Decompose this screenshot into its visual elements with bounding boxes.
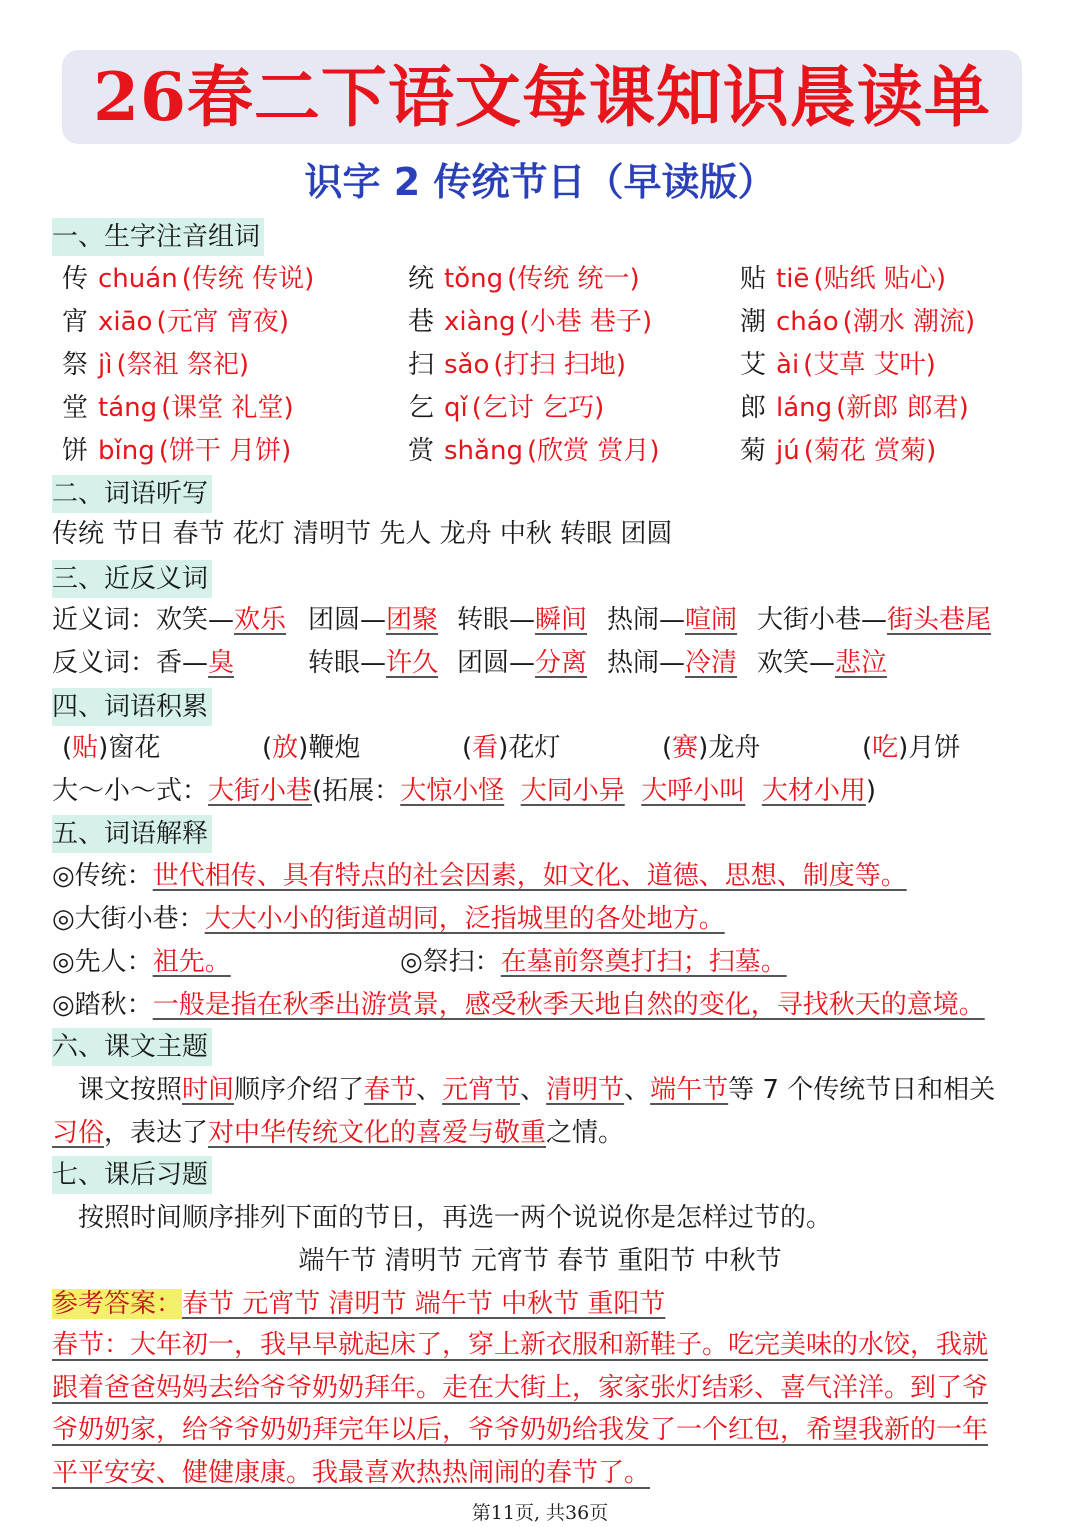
pattern-main: 大街小巷	[208, 776, 313, 806]
pattern-ext: 大惊小怪	[400, 776, 505, 806]
theme-text: ，表达了	[104, 1118, 209, 1148]
synonyms-label: 近义词：	[52, 605, 157, 635]
definition-text: 大大小小的街道胡同，泛指城里的各处地方。	[204, 904, 725, 934]
pinyin: shǎng	[444, 436, 523, 466]
example-words: (传统 统一)	[507, 264, 640, 294]
definition-term: ◎传统：	[52, 861, 153, 891]
theme-line-2	[52, 1115, 624, 1151]
collocation-verb: 赛	[672, 733, 699, 763]
syn-a: 欢笑—	[156, 605, 235, 635]
character-entry	[408, 304, 652, 340]
pinyin: jú	[776, 436, 800, 466]
pinyin: ài	[776, 350, 800, 380]
collocation: (赛)龙舟	[662, 733, 761, 763]
theme-key: 清明节	[546, 1075, 625, 1105]
example-words: (欣赏 赏月)	[526, 436, 660, 466]
antonym-pair	[607, 645, 737, 681]
section-heading-synonyms: 三、近反义词	[52, 560, 212, 598]
pinyin: sǎo	[444, 350, 490, 380]
pinyin: cháo	[776, 307, 839, 337]
definition-text: 祖先。	[152, 947, 231, 977]
theme-text: 课文按照	[78, 1075, 183, 1105]
character: 乞	[408, 393, 435, 423]
character: 潮	[740, 307, 767, 337]
character: 巷	[408, 307, 435, 337]
ant-a: 欢笑—	[757, 648, 836, 678]
section-heading-definitions: 五、词语解释	[52, 815, 212, 853]
example-words: (饼干 月饼)	[158, 436, 292, 466]
pinyin: xiāo	[98, 307, 153, 337]
theme-text: 、	[520, 1075, 547, 1105]
essay-line: 爷奶奶家，给爷爷奶奶拜完年以后，爷爷奶奶给我发了一个红包，希望我新的一年	[52, 1415, 989, 1445]
theme-key: 对中华传统文化的喜爱与敬重	[208, 1118, 547, 1148]
example-words: (贴纸 贴心)	[813, 264, 946, 294]
ant-b: 许久	[386, 648, 439, 678]
syn-b: 瞬间	[535, 605, 588, 635]
collocation-verb: 吃	[872, 733, 899, 763]
antonyms-row	[52, 645, 234, 681]
definition-term: ◎先人：	[52, 947, 153, 977]
collocation-noun: 窗花	[108, 733, 161, 763]
character: 扫	[408, 350, 435, 380]
character: 赏	[408, 436, 435, 466]
pinyin: tǒng	[444, 264, 504, 294]
example-words: (打扫 扫地)	[493, 350, 626, 380]
collocation-verb: 贴	[72, 733, 99, 763]
syn-a: 转眼—	[457, 605, 536, 635]
collocation-noun: 花灯	[508, 733, 561, 763]
ant-a: 香—	[156, 648, 209, 678]
collocation: (放)鞭炮	[262, 733, 361, 763]
definition-row	[52, 987, 985, 1023]
pinyin: xiàng	[444, 307, 516, 337]
synonym-pair	[308, 602, 438, 638]
antonym-pair	[757, 645, 887, 681]
definition-text: 世代相传、具有特点的社会因素，如文化、道德、思想、制度等。	[152, 861, 907, 891]
pattern-ext-label: (拓展：	[312, 776, 401, 806]
character-entry	[408, 433, 660, 469]
page-number: 第11页, 共36页	[471, 1502, 609, 1524]
character: 祭	[62, 350, 89, 380]
definition-row	[52, 944, 231, 980]
section-heading-dictation: 二、词语听写	[52, 475, 212, 513]
syn-a: 团圆—	[308, 605, 387, 635]
character-entry	[740, 304, 975, 340]
character-entry	[62, 433, 291, 469]
essay-line: 跟着爸爸妈妈去给爷爷奶奶拜年。走在大街上，家家张灯结彩、喜气洋洋。到了爷	[52, 1372, 989, 1403]
syn-b: 喧闹	[685, 605, 738, 635]
ant-b: 悲泣	[835, 648, 888, 678]
character-entry	[62, 304, 289, 340]
definition-row	[52, 901, 725, 937]
theme-text: 等 7 个传统节日和相关	[728, 1075, 996, 1105]
exercise-question: 按照时间顺序排列下面的节日，再选一两个说说你是怎样过节的。	[78, 1203, 833, 1233]
example-words: (课堂 礼堂)	[161, 393, 294, 423]
ant-b: 分离	[535, 648, 588, 678]
ant-a: 团圆—	[457, 648, 536, 678]
theme-key: 时间	[182, 1075, 235, 1105]
theme-key: 习俗	[52, 1118, 105, 1148]
theme-text: 顺序介绍了	[234, 1075, 365, 1105]
character: 菊	[740, 436, 767, 466]
definition-term: ◎大街小巷：	[52, 904, 205, 934]
pattern-row	[52, 773, 876, 809]
example-words: (菊花 赏菊)	[803, 436, 937, 466]
lesson-subtitle: 识字 2 传统节日（早读版）	[304, 160, 776, 204]
section-heading-characters: 一、生字注音组词	[52, 218, 264, 256]
character: 饼	[62, 436, 89, 466]
theme-key: 春节	[364, 1075, 417, 1105]
answer-order: 春节 元宵节 清明节 端午节 中秋节 重阳节	[182, 1289, 666, 1319]
theme-key: 端午节	[650, 1075, 729, 1105]
definition-text: 在墓前祭奠打扫；扫墓。	[500, 947, 787, 977]
character-entry	[408, 347, 626, 383]
pattern-ext: 大同小异	[520, 776, 625, 806]
collocation: (看)花灯	[462, 733, 561, 763]
character: 郎	[740, 393, 767, 423]
page-title: 26春二下语文每课知识晨读单	[93, 58, 991, 136]
pattern-ext: 大呼小叫	[641, 776, 746, 806]
essay-line: 春节：大年初一，我早早就起床了，穿上新衣服和新鞋子。吃完美味的水饺，我就	[52, 1330, 989, 1360]
ant-b: 臭	[208, 648, 235, 678]
example-words: (乞讨 乞巧)	[471, 393, 605, 423]
collocation: (贴)窗花	[62, 733, 161, 763]
pinyin: tiē	[776, 264, 810, 294]
antonym-pair	[308, 645, 438, 681]
theme-text: 、	[416, 1075, 443, 1105]
character: 贴	[740, 264, 767, 294]
theme-text: 之情。	[546, 1118, 625, 1148]
theme-key: 元宵节	[442, 1075, 521, 1105]
syn-b: 欢乐	[234, 605, 287, 635]
collocation-verb: 放	[272, 733, 299, 763]
pinyin: qǐ	[444, 393, 468, 423]
example-words: (元宵 宵夜)	[156, 307, 290, 337]
character: 统	[408, 264, 435, 294]
answer-label: 参考答案：	[52, 1289, 183, 1319]
pattern-label: 大～小～式：	[52, 776, 209, 806]
pinyin: láng	[776, 393, 833, 423]
character-entry	[408, 261, 640, 297]
collocation-noun: 月饼	[908, 733, 961, 763]
syn-b: 街头巷尾	[887, 605, 992, 635]
syn-a: 大街小巷—	[757, 605, 888, 635]
synonyms-row	[52, 602, 286, 638]
theme-text: 、	[624, 1075, 651, 1105]
definition-row	[52, 858, 907, 894]
section-heading-accumulation: 四、词语积累	[52, 688, 212, 726]
character-entry	[740, 347, 936, 383]
example-words: (艾草 艾叶)	[803, 350, 936, 380]
antonyms-label: 反义词：	[52, 648, 157, 678]
essay-line: 平平安安、健健康康。我最喜欢热热闹闹的春节了。	[52, 1457, 651, 1488]
pattern-ext: 大材小用	[761, 776, 866, 806]
ant-a: 转眼—	[308, 648, 387, 678]
collocation-noun: 鞭炮	[308, 733, 361, 763]
definition-term: ◎踏秋：	[52, 990, 153, 1020]
character-entry	[62, 347, 249, 383]
character-entry	[408, 390, 604, 426]
character: 宵	[62, 307, 89, 337]
exercise-options: 端午节 清明节 元宵节 春节 重阳节 中秋节	[298, 1246, 782, 1276]
example-words: (小巷 巷子)	[519, 307, 653, 337]
character: 堂	[62, 393, 89, 423]
pinyin: táng	[98, 393, 158, 423]
example-words: (新郎 郎君)	[836, 393, 969, 423]
section-heading-theme: 六、课文主题	[52, 1028, 212, 1066]
syn-a: 热闹—	[607, 605, 686, 635]
example-words: (潮水 潮流)	[842, 307, 976, 337]
character-entry	[740, 390, 969, 426]
ant-a: 热闹—	[607, 648, 686, 678]
definition-row	[400, 944, 787, 980]
example-words: (祭祖 祭祀)	[116, 350, 250, 380]
character: 艾	[740, 350, 767, 380]
section-heading-exercise: 七、课后习题	[52, 1156, 212, 1194]
collocation-verb: 看	[472, 733, 499, 763]
pinyin: bǐng	[98, 436, 155, 466]
character-entry	[740, 433, 936, 469]
dictation-words: 传统 节日 春节 花灯 清明节 先人 龙舟 中秋 转眼 团圆	[52, 519, 673, 549]
definition-term: ◎祭扫：	[400, 947, 501, 977]
pattern-close: )	[865, 776, 876, 806]
title-banner	[62, 50, 1022, 144]
answer-essay	[52, 1324, 1032, 1494]
character-entry	[740, 261, 946, 297]
definition-text: 一般是指在秋季出游赏景，感受秋季天地自然的变化，寻找秋天的意境。	[152, 990, 985, 1020]
antonym-pair	[457, 645, 587, 681]
theme-line-1	[78, 1072, 995, 1108]
pinyin: jì	[98, 350, 113, 380]
synonym-pair	[457, 602, 587, 638]
example-words: (传统 传说)	[181, 264, 315, 294]
pinyin: chuán	[98, 264, 178, 294]
collocation: (吃)月饼	[862, 733, 961, 763]
answer-row	[52, 1286, 665, 1322]
character-entry	[62, 390, 294, 426]
collocation-noun: 龙舟	[708, 733, 761, 763]
character: 传	[62, 264, 89, 294]
syn-b: 团聚	[386, 605, 439, 635]
synonym-pair	[757, 602, 991, 638]
character-entry	[62, 261, 314, 297]
ant-b: 冷清	[685, 648, 738, 678]
synonym-pair	[607, 602, 737, 638]
